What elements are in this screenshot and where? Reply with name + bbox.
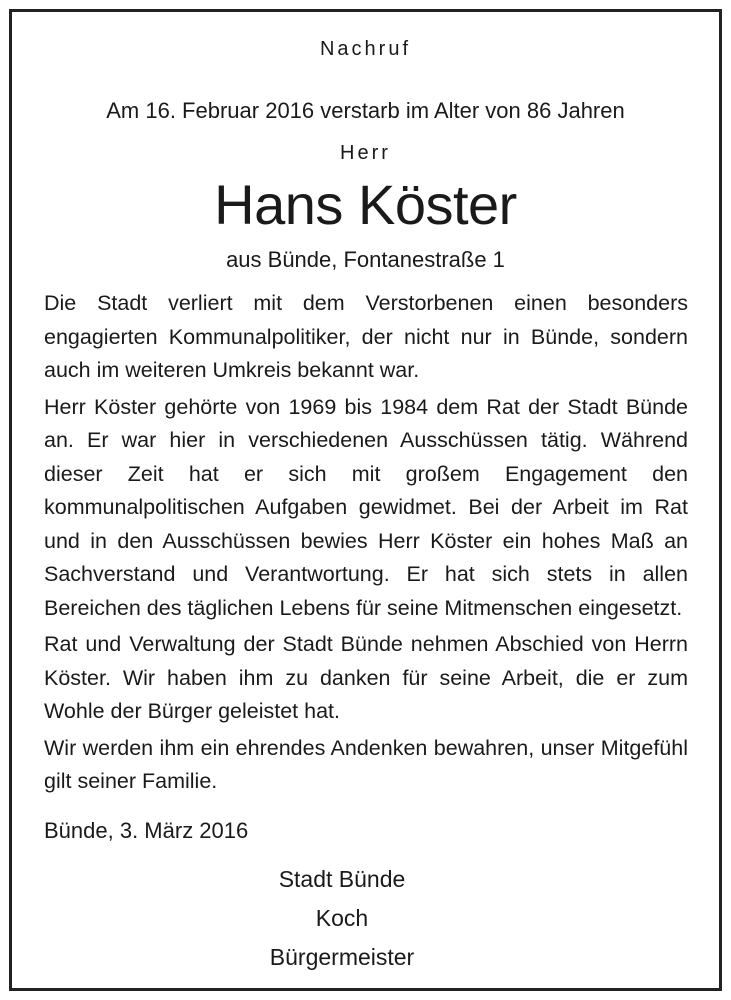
- death-announcement: Am 16. Februar 2016 verstarb im Alter von 86 Jahren: [106, 98, 625, 123]
- body-paragraph: Herr Köster gehörte von 1969 bis 1984 dem Rat der Stadt Bünde an. Er war hier in verschiedenen Ausschüssen tätig. Während dieser Zeit hat er sich mit großem Engagement den kommunalpolitischen Aufgaben gewidmet. Bei der Arbeit im Rat und in den Ausschüssen bewies Herr Köster ein hohes Maß an Sachverstand und Verantwortung. Er hat sich stets in allen Bereichen des täglichen Lebens für seine Mitmenschen eingesetzt.: [44, 394, 688, 620]
- signature-organization: Stadt Bünde: [278, 866, 406, 892]
- signature-block: [242, 860, 442, 977]
- signature-title: Bürgermeister: [269, 944, 415, 970]
- obituary-notice: [9, 9, 722, 991]
- signature-signer: Koch: [315, 905, 369, 931]
- notice-heading: Nachruf: [319, 38, 412, 60]
- body-paragraph: Die Stadt verliert mit dem Verstorbenen einen besonders engagierten Kommunalpolitiker, der nicht nur in Bünde, sondern auch im weiteren Umkreis bekannt war.: [44, 291, 688, 382]
- obituary-body: [44, 287, 688, 802]
- deceased-address: aus Bünde, Fontanestraße 1: [226, 247, 505, 272]
- body-paragraph: Wir werden ihm ein ehrendes Andenken bewahren, unser Mitgefühl gilt seiner Familie.: [44, 735, 688, 793]
- honorific: Herr: [340, 142, 391, 164]
- body-paragraph: Rat und Verwaltung der Stadt Bünde nehmen Abschied von Herrn Köster. Wir haben ihm zu danken für seine Arbeit, die er zum Wohle der Bürger geleistet hat.: [44, 632, 688, 723]
- place-and-date: Bünde, 3. März 2016: [44, 818, 249, 843]
- deceased-name: Hans Köster: [214, 173, 517, 236]
